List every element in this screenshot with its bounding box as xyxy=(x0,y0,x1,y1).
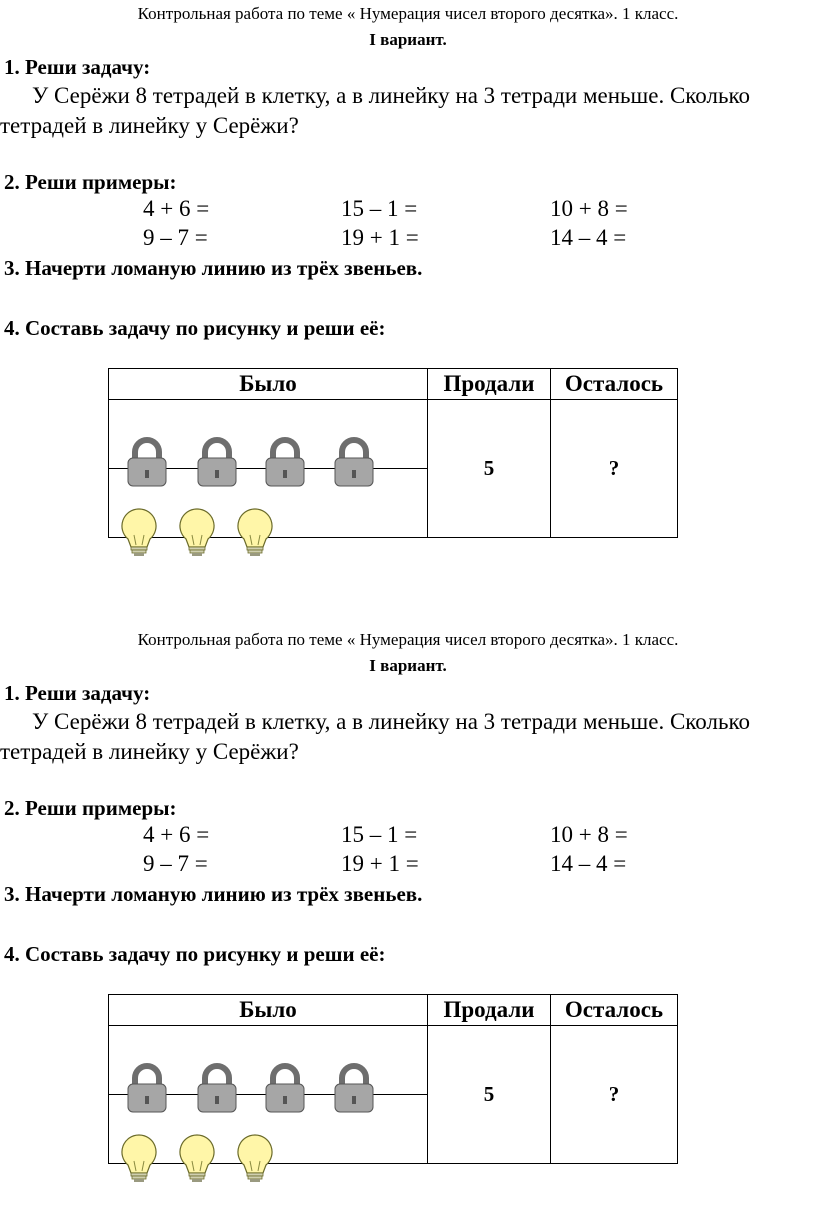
task2-title: 2. Реши примеры: xyxy=(4,170,177,194)
example: 19 + 1 = xyxy=(341,851,419,876)
sheet-header: Контрольная работа по теме « Нумерация чисел второго десятка». 1 класс. xyxy=(137,630,679,649)
problem-table xyxy=(108,368,678,538)
task1-text-line1: У Серёжи 8 тетрадей в клетку, а в линейку на 3 тетради меньше. Сколько xyxy=(32,83,750,108)
example: 19 + 1 = xyxy=(341,225,419,250)
sold-value: 5 xyxy=(428,1026,551,1164)
variant-label: I вариант. xyxy=(369,30,447,49)
lightbulb-icon xyxy=(180,1135,214,1182)
task4-title: 4. Составь задачу по рисунку и реши её: xyxy=(4,942,386,966)
example: 10 + 8 = xyxy=(550,196,628,221)
sheet-header: Контрольная работа по теме « Нумерация чисел второго десятка». 1 класс. xyxy=(137,4,679,23)
bulbs-group xyxy=(109,503,427,571)
left-value: ? xyxy=(551,1026,678,1164)
example: 9 – 7 = xyxy=(143,225,208,250)
lightbulb-icon xyxy=(238,1135,272,1182)
task3-title: 3. Начерти ломаную линию из трёх звеньев. xyxy=(4,256,423,280)
task1-title: 1. Реши задачу: xyxy=(4,55,151,79)
header-was: Было xyxy=(109,369,428,400)
bulbs-cell xyxy=(109,469,428,538)
header-sold: Продали xyxy=(428,369,551,400)
example: 4 + 6 = xyxy=(143,196,210,221)
bulbs-cell xyxy=(109,1095,428,1164)
test-sheet-2 xyxy=(0,626,816,1226)
task1-text-line2: тетрадей в линейку у Серёжи? xyxy=(0,113,299,138)
header-left: Осталось xyxy=(551,369,678,400)
variant-label: I вариант. xyxy=(369,656,447,675)
padlocks-cell xyxy=(109,1026,428,1095)
bulbs-group xyxy=(109,1129,427,1197)
sold-value: 5 xyxy=(428,400,551,538)
example: 10 + 8 = xyxy=(550,822,628,847)
lightbulb-icon xyxy=(180,509,214,556)
lightbulb-icon xyxy=(122,1135,156,1182)
example: 14 – 4 = xyxy=(550,851,627,876)
lightbulb-icon xyxy=(122,509,156,556)
test-sheet-1 xyxy=(0,0,816,600)
task1-title: 1. Реши задачу: xyxy=(4,681,151,705)
header-was: Было xyxy=(109,995,428,1026)
task2-title: 2. Реши примеры: xyxy=(4,796,177,820)
example: 4 + 6 = xyxy=(143,822,210,847)
left-value: ? xyxy=(551,400,678,538)
task4-title: 4. Составь задачу по рисунку и реши её: xyxy=(4,316,386,340)
example: 15 – 1 = xyxy=(341,196,418,221)
task1-text-line1: У Серёжи 8 тетрадей в клетку, а в линейку на 3 тетради меньше. Сколько xyxy=(32,709,750,734)
problem-table xyxy=(108,994,678,1164)
header-left: Осталось xyxy=(551,995,678,1026)
example: 14 – 4 = xyxy=(550,225,627,250)
example: 15 – 1 = xyxy=(341,822,418,847)
example: 9 – 7 = xyxy=(143,851,208,876)
lightbulb-icon xyxy=(238,509,272,556)
header-sold: Продали xyxy=(428,995,551,1026)
task3-title: 3. Начерти ломаную линию из трёх звеньев. xyxy=(4,882,423,906)
task1-text-line2: тетрадей в линейку у Серёжи? xyxy=(0,739,299,764)
padlocks-cell xyxy=(109,400,428,469)
